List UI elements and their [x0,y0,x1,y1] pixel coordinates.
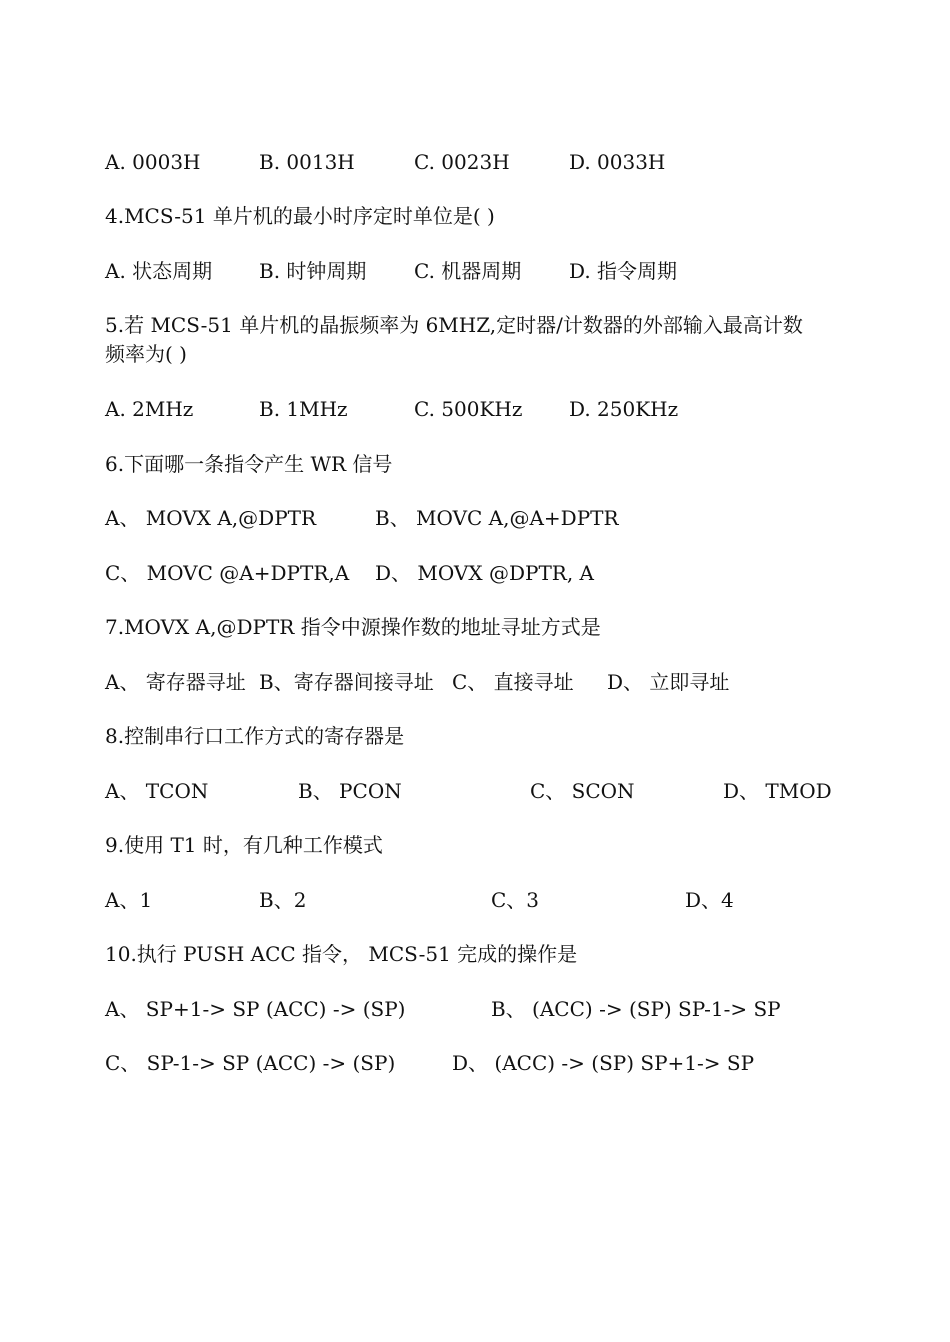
q8-stem: 8.控制串行口工作方式的寄存器是 [105,724,405,748]
q3-option-d: D. 0033H [569,150,666,174]
q3-option-c: C. 0023H [414,150,510,174]
q8-option-d: D、 TMOD [723,779,832,803]
q4-options [105,258,865,284]
q10-option-c: C、 SP-1-> SP (ACC) -> (SP) [105,1051,396,1075]
q10-option-a: A、 SP+1-> SP (ACC) -> (SP) [105,997,406,1021]
q9-options [105,887,865,913]
q8-options [105,778,865,804]
q5-option-a: A. 2MHz [105,397,194,421]
q5-option-c: C. 500KHz [414,397,523,421]
q9-option-b: B、2 [259,888,307,912]
q7-options [105,669,865,695]
q4-option-c: C. 机器周期 [414,259,522,283]
q9-option-c: C、3 [491,888,540,912]
q3-option-a: A. 0003H [105,150,201,174]
q10-options-row-1 [105,996,865,1022]
q6-option-a: A、 MOVX A,@DPTR [105,506,317,530]
q8-option-c: C、 SCON [530,779,635,803]
q7-option-d: D、 立即寻址 [607,670,730,694]
q7-option-b: B、寄存器间接寻址 [259,670,434,694]
q10-option-b: B、 (ACC) -> (SP) SP-1-> SP [491,997,781,1021]
q9-option-d: D、4 [685,888,734,912]
q8-option-b: B、 PCON [298,779,402,803]
q4-option-b: B. 时钟周期 [259,259,367,283]
q6-stem: 6.下面哪一条指令产生 WR 信号 [105,452,393,476]
q6-option-d: D、 MOVX @DPTR, A [375,561,595,585]
q6-option-c: C、 MOVC @A+DPTR,A [105,561,350,585]
q5-option-d: D. 250KHz [569,397,679,421]
q9-option-a: A、1 [105,888,153,912]
q7-stem: 7.MOVX A,@DPTR 指令中源操作数的地址寻址方式是 [105,615,601,639]
q6-options-row-1 [105,505,865,531]
q5-stem-line-2: 频率为( ) [105,342,187,366]
q6-option-b: B、 MOVC A,@A+DPTR [375,506,619,530]
q6-options-row-2 [105,560,865,586]
q10-stem: 10.执行 PUSH ACC 指令， MCS-51 完成的操作是 [105,942,578,966]
q3-options [105,149,865,175]
q9-stem: 9.使用 T1 时，有几种工作模式 [105,833,383,857]
q5-stem-line-1: 5.若 MCS-51 单片机的晶振频率为 6MHZ,定时器/计数器的外部输入最高计数 [105,313,803,337]
q10-options-row-2 [105,1050,865,1076]
q8-option-a: A、 TCON [105,779,209,803]
q4-option-d: D. 指令周期 [569,259,678,283]
q5-options [105,396,865,422]
q4-stem: 4.MCS-51 单片机的最小时序定时单位是( ) [105,204,495,228]
q7-option-c: C、 直接寻址 [452,670,574,694]
q10-option-d: D、 (ACC) -> (SP) SP+1-> SP [452,1051,755,1075]
q5-option-b: B. 1MHz [259,397,348,421]
q3-option-b: B. 0013H [259,150,355,174]
q7-option-a: A、 寄存器寻址 [105,670,246,694]
q4-option-a: A. 状态周期 [105,259,213,283]
